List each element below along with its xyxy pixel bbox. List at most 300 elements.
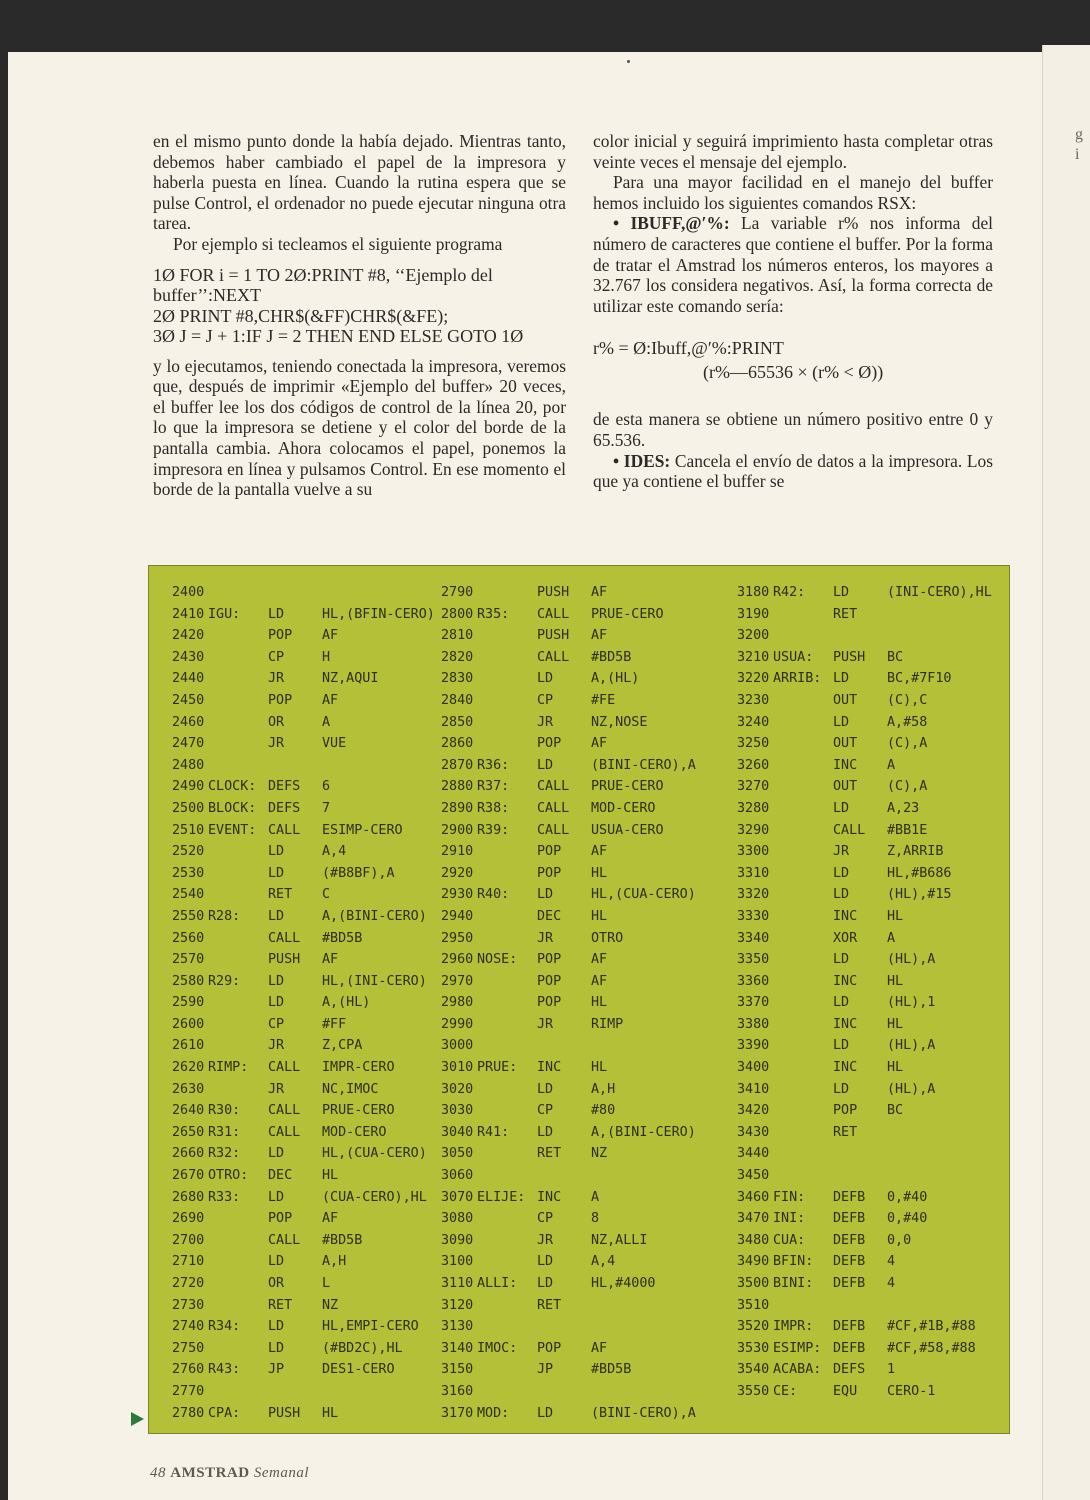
label bbox=[208, 863, 268, 885]
listing-row bbox=[737, 1230, 992, 1252]
opcode: JR bbox=[268, 736, 285, 752]
label bbox=[208, 1014, 268, 1036]
bullet-text: La variable r% nos informa del número de caracteres que contiene el buffer. Por la forma de tratar el Amstrad los números enteros, los mayores a 32.767 los considera negativos. Así, la forma correcta de utilizar este comando sería: bbox=[593, 213, 993, 316]
opcode: CALL bbox=[537, 822, 570, 838]
label bbox=[208, 1230, 268, 1252]
label bbox=[208, 1079, 268, 1101]
operand: OTRO bbox=[591, 930, 624, 946]
line-number: 3100 bbox=[441, 1254, 474, 1270]
operand: A bbox=[887, 930, 896, 946]
label: R43: bbox=[208, 1362, 241, 1378]
opcode: CALL bbox=[268, 1060, 301, 1076]
opcode: POP bbox=[268, 628, 293, 644]
line-number: 2940 bbox=[441, 908, 474, 924]
listing-row bbox=[737, 1014, 992, 1036]
line-number: 2900 bbox=[441, 822, 474, 838]
label bbox=[773, 992, 833, 1014]
operand: HL,(CUA-CERO) bbox=[322, 1146, 427, 1162]
listing-row bbox=[172, 863, 435, 885]
opcode: LD bbox=[833, 1081, 850, 1097]
line-number: 2860 bbox=[441, 736, 474, 752]
operand: AF bbox=[322, 952, 339, 968]
line-number: 2780 bbox=[172, 1405, 205, 1421]
label bbox=[477, 712, 537, 734]
opcode: DEFB bbox=[833, 1340, 866, 1356]
listing-row bbox=[441, 1057, 696, 1079]
label bbox=[773, 949, 833, 971]
line-number: 2790 bbox=[441, 585, 474, 600]
label bbox=[773, 1165, 833, 1187]
label bbox=[208, 1208, 268, 1230]
opcode: LD bbox=[537, 671, 554, 687]
listing-row bbox=[737, 1251, 992, 1273]
line-number: 3110 bbox=[441, 1276, 474, 1291]
line-number: 2930 bbox=[441, 887, 474, 903]
line-number: 3530 bbox=[737, 1340, 770, 1356]
label bbox=[773, 1035, 833, 1057]
opcode: CP bbox=[537, 1211, 554, 1227]
listing-row bbox=[172, 1014, 435, 1036]
operand: HL bbox=[887, 1060, 904, 1076]
label bbox=[773, 776, 833, 798]
operand: AF bbox=[591, 736, 608, 752]
operand: HL,EMPI-CERO bbox=[322, 1319, 419, 1335]
operand: 0,#40 bbox=[887, 1189, 928, 1205]
operand: VUE bbox=[322, 736, 347, 752]
listing-row bbox=[441, 928, 696, 950]
line-number: 2640 bbox=[172, 1103, 205, 1119]
line-number: 3220 bbox=[737, 671, 770, 687]
listing-row bbox=[172, 1208, 435, 1230]
opcode: DEFB bbox=[833, 1211, 866, 1227]
label bbox=[773, 1295, 833, 1317]
line-number: 3190 bbox=[737, 606, 770, 622]
label: ALLI: bbox=[477, 1276, 518, 1291]
opcode: LD bbox=[537, 1081, 554, 1097]
operand: (C),A bbox=[887, 779, 928, 795]
operand: #CF,#58,#88 bbox=[887, 1340, 976, 1356]
line-number: 3460 bbox=[737, 1189, 770, 1205]
opcode: POP bbox=[537, 995, 562, 1011]
label bbox=[773, 1079, 833, 1101]
opcode: PUSH bbox=[833, 649, 866, 665]
line-number: 2450 bbox=[172, 692, 205, 708]
label: ACABA: bbox=[773, 1362, 822, 1378]
line-number: 2890 bbox=[441, 800, 474, 816]
listing-row bbox=[441, 1079, 696, 1101]
label: R32: bbox=[208, 1146, 241, 1162]
magazine-name: AMSTRAD bbox=[170, 1465, 250, 1481]
operand: 4 bbox=[887, 1276, 896, 1291]
operand: BC bbox=[887, 1103, 904, 1119]
label bbox=[773, 798, 833, 820]
line-number: 2990 bbox=[441, 1016, 474, 1032]
program-line: 2Ø PRINT #8,CHR$(&FF)CHR$(&FE); bbox=[153, 305, 449, 326]
opcode: LD bbox=[268, 865, 285, 881]
line-number: 2820 bbox=[441, 649, 474, 665]
listing-row bbox=[441, 625, 696, 647]
listing-row bbox=[737, 647, 992, 669]
label: R29: bbox=[208, 973, 241, 989]
line-number: 3480 bbox=[737, 1232, 770, 1248]
opcode: DEC bbox=[268, 1168, 293, 1184]
line-number: 2920 bbox=[441, 865, 474, 881]
line-number: 2650 bbox=[172, 1124, 205, 1140]
listing-row bbox=[441, 1359, 696, 1381]
line-number: 2960 bbox=[441, 952, 474, 968]
label bbox=[477, 906, 537, 928]
listing-column-3 bbox=[737, 582, 992, 1403]
label bbox=[477, 1100, 537, 1122]
line-number: 2710 bbox=[172, 1254, 205, 1270]
listing-row bbox=[172, 1079, 435, 1101]
label: RIMP: bbox=[208, 1060, 249, 1076]
listing-row bbox=[737, 776, 992, 798]
line-number: 2550 bbox=[172, 908, 205, 924]
operand: HL bbox=[591, 1060, 608, 1076]
listing-row bbox=[737, 1079, 992, 1101]
listing-row bbox=[441, 1338, 696, 1360]
opcode: EQU bbox=[833, 1383, 858, 1399]
operand: #BB1E bbox=[887, 822, 928, 838]
formula bbox=[593, 336, 993, 384]
opcode: LD bbox=[833, 952, 850, 968]
label bbox=[208, 733, 268, 755]
operand: #CF,#1B,#88 bbox=[887, 1319, 976, 1335]
opcode: RET bbox=[268, 887, 293, 903]
listing-row bbox=[172, 928, 435, 950]
label: INI: bbox=[773, 1211, 806, 1227]
operand: (BINI-CERO),A bbox=[591, 1405, 696, 1421]
label bbox=[477, 1381, 537, 1403]
listing-row bbox=[172, 1230, 435, 1252]
line-number: 2510 bbox=[172, 822, 205, 838]
listing-row bbox=[737, 1295, 992, 1317]
listing-row bbox=[737, 1035, 992, 1057]
listing-row bbox=[737, 733, 992, 755]
opcode: OUT bbox=[833, 692, 858, 708]
label: R31: bbox=[208, 1124, 241, 1140]
label bbox=[208, 1251, 268, 1273]
operand: #FF bbox=[322, 1016, 347, 1032]
line-number: 2630 bbox=[172, 1081, 205, 1097]
listing-row bbox=[172, 1316, 435, 1338]
listing-row bbox=[737, 712, 992, 734]
label bbox=[773, 755, 833, 777]
listing-row bbox=[737, 1122, 992, 1144]
listing-row bbox=[172, 690, 435, 712]
operand: HL,#4000 bbox=[591, 1276, 656, 1291]
listing-row bbox=[737, 928, 992, 950]
operand: A bbox=[591, 1189, 600, 1205]
line-number: 3340 bbox=[737, 930, 770, 946]
line-number: 2580 bbox=[172, 973, 205, 989]
opcode: PUSH bbox=[537, 628, 570, 644]
opcode: DEFS bbox=[268, 800, 301, 816]
label: USUA: bbox=[773, 649, 814, 665]
opcode: CALL bbox=[537, 779, 570, 795]
listing-row bbox=[172, 604, 435, 626]
opcode: LD bbox=[833, 714, 850, 730]
opcode: POP bbox=[537, 844, 562, 860]
label bbox=[477, 1035, 537, 1057]
listing-row bbox=[737, 863, 992, 885]
opcode bbox=[537, 1316, 591, 1338]
magazine-subtitle: Semanal bbox=[253, 1465, 310, 1481]
line-number: 2830 bbox=[441, 671, 474, 687]
listing-row bbox=[441, 776, 696, 798]
opcode bbox=[833, 625, 887, 647]
listing-row bbox=[441, 733, 696, 755]
opcode: OR bbox=[268, 1276, 285, 1291]
label bbox=[477, 1208, 537, 1230]
label bbox=[477, 971, 537, 993]
operand: MOD-CERO bbox=[322, 1124, 387, 1140]
opcode: CP bbox=[268, 1016, 285, 1032]
label: ELIJE: bbox=[477, 1189, 526, 1205]
operand: HL,(INI-CERO) bbox=[322, 973, 427, 989]
opcode: JR bbox=[268, 1081, 285, 1097]
listing-row bbox=[441, 841, 696, 863]
line-number: 3060 bbox=[441, 1168, 474, 1184]
opcode: JR bbox=[833, 844, 850, 860]
operand: 8 bbox=[591, 1211, 600, 1227]
paragraph: Por ejemplo si tecleamos el siguiente programa bbox=[173, 233, 503, 254]
operand: A,(BINI-CERO) bbox=[591, 1124, 696, 1140]
listing-row bbox=[737, 971, 992, 993]
operand: #80 bbox=[591, 1103, 616, 1119]
label bbox=[773, 820, 833, 842]
line-number: 2840 bbox=[441, 692, 474, 708]
label bbox=[477, 992, 537, 1014]
opcode: LD bbox=[833, 865, 850, 881]
opcode: CALL bbox=[268, 1124, 301, 1140]
operand: (C),C bbox=[887, 692, 928, 708]
line-number: 2600 bbox=[172, 1016, 205, 1032]
operand: PRUE-CERO bbox=[591, 606, 664, 622]
listing-row bbox=[441, 1295, 696, 1317]
listing-row bbox=[172, 1251, 435, 1273]
opcode: POP bbox=[537, 865, 562, 881]
operand: HL bbox=[322, 1405, 339, 1421]
line-number: 2800 bbox=[441, 606, 474, 622]
page-number: 48 bbox=[150, 1465, 166, 1481]
operand: A bbox=[322, 714, 331, 730]
opcode: DEFB bbox=[833, 1232, 866, 1248]
line-number: 3040 bbox=[441, 1124, 474, 1140]
listing-row bbox=[441, 992, 696, 1014]
operand: BC,#7F10 bbox=[887, 671, 952, 687]
line-number: 2850 bbox=[441, 714, 474, 730]
operand: HL,(BFIN-CERO) bbox=[322, 606, 435, 622]
label bbox=[477, 1295, 537, 1317]
label bbox=[773, 733, 833, 755]
line-number: 2620 bbox=[172, 1060, 205, 1076]
label bbox=[477, 690, 537, 712]
operand: AF bbox=[591, 844, 608, 860]
opcode: CALL bbox=[268, 930, 301, 946]
operand: A,(HL) bbox=[591, 671, 640, 687]
operand: HL bbox=[887, 1016, 904, 1032]
label: R41: bbox=[477, 1124, 510, 1140]
opcode: LD bbox=[833, 585, 850, 600]
label bbox=[477, 1079, 537, 1101]
operand: RIMP bbox=[591, 1016, 624, 1032]
opcode: LD bbox=[833, 995, 850, 1011]
label bbox=[208, 949, 268, 971]
opcode bbox=[833, 1165, 887, 1187]
line-number: 2730 bbox=[172, 1297, 205, 1313]
listing-row bbox=[441, 712, 696, 734]
listing-row bbox=[441, 798, 696, 820]
listing-row bbox=[172, 971, 435, 993]
listing-row bbox=[172, 582, 435, 604]
label bbox=[773, 906, 833, 928]
line-number: 3010 bbox=[441, 1060, 474, 1076]
operand: A,4 bbox=[591, 1254, 616, 1270]
listing-row bbox=[441, 582, 696, 604]
label bbox=[208, 884, 268, 906]
line-number: 2670 bbox=[172, 1168, 205, 1184]
opcode: LD bbox=[268, 606, 285, 622]
operand: HL,#B686 bbox=[887, 865, 952, 881]
opcode: DEFB bbox=[833, 1254, 866, 1270]
operand: PRUE-CERO bbox=[322, 1103, 395, 1119]
line-number: 3420 bbox=[737, 1103, 770, 1119]
listing-row bbox=[441, 1143, 696, 1165]
label: CLOCK: bbox=[208, 779, 257, 795]
line-number: 2590 bbox=[172, 995, 205, 1011]
listing-row bbox=[441, 1165, 696, 1187]
edge-letter: g bbox=[1075, 126, 1083, 143]
line-number: 2610 bbox=[172, 1038, 205, 1054]
label: IGU: bbox=[208, 606, 241, 622]
opcode: LD bbox=[268, 1319, 285, 1335]
program-line: 1Ø FOR i = 1 TO 2Ø:PRINT #8, ‘‘Ejemplo del buffer’’:NEXT bbox=[153, 264, 493, 306]
line-number: 3370 bbox=[737, 995, 770, 1011]
listing-row bbox=[737, 1100, 992, 1122]
line-number: 3160 bbox=[441, 1383, 474, 1399]
operand: 7 bbox=[322, 800, 331, 816]
opcode: LD bbox=[537, 1254, 554, 1270]
label bbox=[477, 928, 537, 950]
opcode: POP bbox=[268, 692, 293, 708]
operand: 4 bbox=[887, 1254, 896, 1270]
opcode: RET bbox=[537, 1297, 562, 1313]
label bbox=[208, 841, 268, 863]
listing-row bbox=[737, 1143, 992, 1165]
listing-row bbox=[172, 1122, 435, 1144]
label: R28: bbox=[208, 908, 241, 924]
formula-line: (r%—65536 × (r% < Ø)) bbox=[703, 362, 884, 383]
opcode: DEFB bbox=[833, 1189, 866, 1205]
line-number: 3090 bbox=[441, 1232, 474, 1248]
listing-row bbox=[737, 625, 992, 647]
listing-row bbox=[172, 820, 435, 842]
operand: DES1-CERO bbox=[322, 1362, 395, 1378]
line-number: 2430 bbox=[172, 649, 205, 665]
bullet-icon: • bbox=[613, 450, 620, 471]
operand: 1 bbox=[887, 1362, 896, 1378]
label bbox=[773, 625, 833, 647]
line-number: 2870 bbox=[441, 757, 474, 773]
line-number: 3500 bbox=[737, 1276, 770, 1291]
listing-row bbox=[441, 604, 696, 626]
opcode: RET bbox=[833, 1124, 858, 1140]
label: R33: bbox=[208, 1189, 241, 1205]
line-number: 3450 bbox=[737, 1168, 770, 1184]
operand: C bbox=[322, 887, 331, 903]
line-number: 2410 bbox=[172, 606, 205, 622]
opcode: CALL bbox=[537, 606, 570, 622]
operand: A,23 bbox=[887, 800, 920, 816]
line-number: 3080 bbox=[441, 1211, 474, 1227]
listing-row bbox=[737, 949, 992, 971]
opcode bbox=[833, 1143, 887, 1165]
listing-row bbox=[172, 712, 435, 734]
line-number: 3210 bbox=[737, 649, 770, 665]
listing-row bbox=[172, 668, 435, 690]
listing-row bbox=[737, 582, 992, 604]
opcode: LD bbox=[537, 1276, 554, 1291]
operand: (INI-CERO),HL bbox=[887, 585, 992, 600]
opcode: PUSH bbox=[268, 952, 301, 968]
listing-row bbox=[172, 1295, 435, 1317]
opcode: CALL bbox=[268, 822, 301, 838]
opcode: JR bbox=[537, 1232, 554, 1248]
line-number: 3310 bbox=[737, 865, 770, 881]
edge-letter: i bbox=[1075, 146, 1080, 163]
line-number: 2530 bbox=[172, 865, 205, 881]
listing-row bbox=[441, 690, 696, 712]
bullet-icon: • bbox=[613, 213, 620, 234]
listing-row bbox=[737, 1359, 992, 1381]
line-number: 2950 bbox=[441, 930, 474, 946]
opcode: CP bbox=[537, 692, 554, 708]
listing-row bbox=[441, 1381, 696, 1403]
opcode: LD bbox=[268, 1340, 285, 1356]
label bbox=[773, 712, 833, 734]
listing-row bbox=[172, 798, 435, 820]
bullet-item bbox=[593, 451, 993, 492]
label: R38: bbox=[477, 800, 510, 816]
label: R37: bbox=[477, 779, 510, 795]
operand: (#BD2C),HL bbox=[322, 1340, 403, 1356]
operand: (#B8BF),A bbox=[322, 865, 395, 881]
operand: IMPR-CERO bbox=[322, 1060, 395, 1076]
listing-row bbox=[172, 647, 435, 669]
label: NOSE: bbox=[477, 952, 518, 968]
line-number: 3050 bbox=[441, 1146, 474, 1162]
operand: HL bbox=[591, 995, 608, 1011]
opcode: DEFB bbox=[833, 1319, 866, 1335]
line-number: 3170 bbox=[441, 1405, 474, 1421]
operand: A bbox=[887, 757, 896, 773]
opcode: JR bbox=[537, 930, 554, 946]
line-number: 3400 bbox=[737, 1060, 770, 1076]
label: OTRO: bbox=[208, 1168, 249, 1184]
opcode: INC bbox=[537, 1189, 562, 1205]
label bbox=[773, 1057, 833, 1079]
operand: (BINI-CERO),A bbox=[591, 757, 696, 773]
operand: NZ bbox=[591, 1146, 608, 1162]
label bbox=[773, 884, 833, 906]
line-number: 3280 bbox=[737, 800, 770, 816]
listing-row bbox=[172, 625, 435, 647]
opcode bbox=[537, 1165, 591, 1187]
line-number: 3260 bbox=[737, 757, 770, 773]
opcode: POP bbox=[537, 973, 562, 989]
